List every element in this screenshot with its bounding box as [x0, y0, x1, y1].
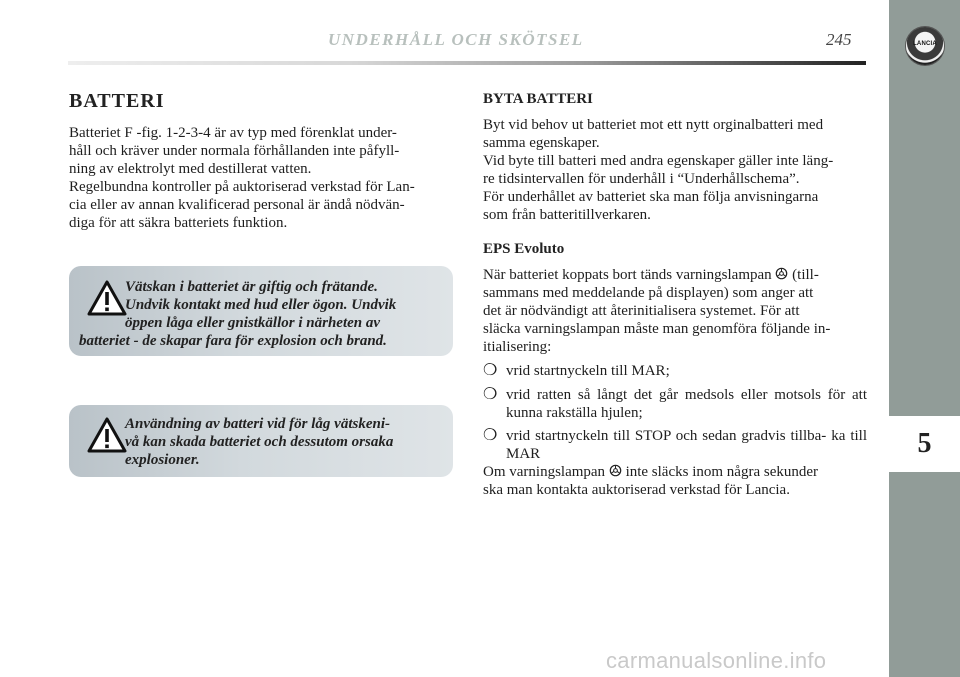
intro-line: Regelbundna kontroller på auktoriserad verkstad för Lan- — [69, 179, 415, 195]
page-number: 245 — [826, 30, 852, 49]
chapter-number: 5 — [889, 416, 960, 472]
intro-line: diga för att säkra batteriets funktion. — [69, 215, 288, 231]
final-line: ska man kontakta auktoriserad verkstad för Lancia. — [483, 482, 790, 498]
warning-line: explosioner. — [125, 452, 200, 468]
byta-line: Vid byte till batteri med andra egenskaper gäller inte läng- — [483, 153, 834, 169]
eps-line-start: När batteriet koppats bort tänds varningslampan — [483, 267, 772, 283]
byta-batteri-heading: BYTA BATTERI — [483, 91, 593, 107]
warning-line: batteriet - de skapar fara för explosion och brand. — [79, 333, 387, 349]
bullet-text: vrid startnyckeln till MAR; — [506, 363, 670, 379]
eps-heading: EPS Evoluto — [483, 241, 565, 257]
bullet-mark: ❍ — [483, 427, 498, 444]
watermark: carmanualsonline.info — [606, 648, 827, 673]
list-item — [483, 362, 867, 380]
bullet-mark: ❍ — [483, 362, 498, 379]
warning-box-level — [69, 405, 453, 477]
section-title: BATTERI — [69, 90, 165, 112]
logo-text: LANCIA — [913, 41, 937, 47]
lancia-logo — [906, 27, 944, 65]
final-line-start: Om varningslampan — [483, 464, 606, 480]
byta-paragraph — [483, 116, 867, 224]
byta-line: För underhållet av batteriet ska man följa anvisningarna — [483, 189, 819, 205]
intro-paragraph — [69, 124, 453, 232]
intro-line: cia eller av annan kvalificerad personal är ändå nödvän- — [69, 197, 405, 213]
bullet-text: vrid ratten så långt det går medsols eller motsols för att kunna rakställa hjulen; — [506, 387, 867, 421]
eps-line: sammans med meddelande på displayen) som anger att — [483, 285, 814, 301]
eps-paragraph — [483, 266, 867, 356]
bullet-text: vrid startnyckeln till STOP och sedan gradvis tillba- ka till MAR — [506, 428, 867, 462]
list-item — [483, 386, 867, 422]
byta-line: samma egenskaper. — [483, 135, 600, 151]
warning-line: Vätskan i batteriet är giftig och frätande. — [125, 279, 378, 295]
warning-line: Undvik kontakt med hud eller ögon. Undvik — [125, 297, 397, 313]
intro-line: håll och kräver under normala förhållanden inte påfyll- — [69, 143, 400, 159]
byta-line: re tidsintervallen för underhåll i “Underhållschema”. — [483, 171, 800, 187]
list-item — [483, 427, 867, 463]
eps-first-line — [483, 266, 867, 284]
warning-line: Användning av batteri vid för låg vätskeni- — [125, 416, 391, 432]
eps-warning-lamp-icon — [609, 464, 622, 477]
eps-line: släcka varningslampan måste man genomföra följande in- — [483, 321, 831, 337]
header-rule — [68, 61, 866, 65]
warning-box-toxic — [69, 266, 453, 356]
byta-line: Byt vid behov ut batteriet mot ett nytt orginalbatteri med — [483, 117, 824, 133]
final-paragraph — [483, 463, 867, 499]
final-line-end: inte släcks inom några sekunder — [625, 464, 819, 480]
chapter-sidebar — [889, 0, 960, 677]
intro-line: ning av elektrolyt med destillerat vatten. — [69, 161, 312, 177]
warning-line: vå kan skada batteriet och dessutom orsaka — [125, 434, 394, 450]
eps-line-end: (till- — [792, 267, 819, 283]
bullet-mark: ❍ — [483, 386, 498, 403]
eps-warning-lamp-icon — [775, 267, 788, 280]
eps-line: det är nödvändigt att återinitialisera systemet. För att — [483, 303, 800, 319]
warning-triangle-icon — [87, 417, 127, 453]
page-header-title: UNDERHÅLL OCH SKÖTSEL — [328, 30, 584, 49]
warning-triangle-icon — [87, 280, 127, 316]
final-first-line — [483, 463, 867, 481]
warning-line: öppen låga eller gnistkällor i närheten av — [125, 315, 381, 331]
eps-line: itialisering: — [483, 339, 552, 355]
intro-line: Batteriet F -fig. 1-2-3-4 är av typ med förenklat under- — [69, 125, 397, 141]
byta-line: som från batteritillverkaren. — [483, 207, 651, 223]
